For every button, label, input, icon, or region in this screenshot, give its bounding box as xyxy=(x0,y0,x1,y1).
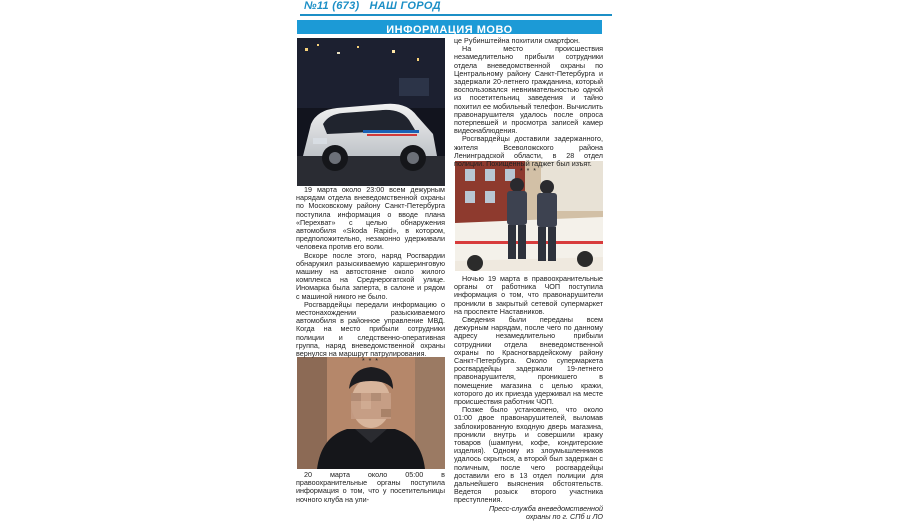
right-column-story3 xyxy=(454,37,603,176)
issue-and-section: №11 (673) НАШ ГОРОД xyxy=(304,0,441,12)
left-column-story1 xyxy=(296,186,445,366)
press-service-signature xyxy=(454,505,603,521)
suspect-photo xyxy=(297,357,445,469)
section-banner-title: ИНФОРМАЦИЯ МОВО xyxy=(386,24,513,36)
story3-paragraph-3: Росгвардейцы доставили задержанного, жителя Всеволожского района Ленинградской области, в 28 отдел полиции. Похищенный гаджет был изъят. xyxy=(454,134,603,169)
signature-line-1: Пресс-служба вневедомственной xyxy=(488,503,603,513)
header-rule xyxy=(300,14,612,16)
left-column-story3 xyxy=(296,471,445,504)
story1-paragraph-1: 19 марта около 23:00 всем дежурным нарядам отдела вневедомственной охраны по Московскому району Санкт-Петербурга поступила информация о вводе плана «Перехват» с целью обнаружения автомобиля «Skoda Rapid», в котором, предположительно, незаконно удерживали человека против его воли. xyxy=(296,185,445,252)
right-column-story2 xyxy=(454,275,603,521)
story3-continuation: це Рубинштейна похитили смартфон. xyxy=(454,36,581,45)
guards-photo xyxy=(455,161,603,271)
signature-line-2: охраны по г. СПб и ЛО xyxy=(525,511,603,521)
section-banner xyxy=(297,20,602,34)
page-header xyxy=(300,0,612,14)
story2-paragraph-1: Ночью 19 марта в правоохранительные органы от работника ЧОП поступила информация о том, что правонарушители проникли в закрытый сетевой супермаркет на проспекте Наставников. xyxy=(454,274,603,316)
story3-paragraph-2: На место происшествия незамедлительно прибыли сотрудники отдела вневедомственной охраны по Центральному району Санкт-Петербурга и задержали 20-летнего гражданина, который воспользовался невнимательностью одной из посетительниц заведения и тайно похитил ее мобильный телефон. Вычислить правонарушителя удалось после опроса потерпевшей и просмотра записей камер видеонаблюдения. xyxy=(454,44,603,136)
story-separator: * * * xyxy=(519,168,538,176)
car-photo xyxy=(297,38,445,186)
story-separator: * * * xyxy=(361,358,380,366)
story1-paragraph-2: Вскоре после этого, наряд Росгвардии обнаружил разыскиваемую каршеринговую машину на автостоянке около жилого комплекса на Среднерогатской улице. Иномарка была заперта, в салоне и рядом с машиной никого не было. xyxy=(296,250,445,301)
story3-paragraph-start: 20 марта около 05:00 в правоохранительные органы поступила информация о том, что у посетительницы ночного клуба на ули- xyxy=(296,470,445,504)
story2-paragraph-3: Позже было установлено, что около 01:00 двое правонарушителей, выломав заблокированную входную дверь магазина, проникли внутрь и совершили кражу товаров (шампуни, кофе, кондитерские изделия). Одному из злоумышленников удалось скрыться, а второй был задержан с поличным, после чего росгвардейцы доставили его в 13 отдел полиции для дальнейшего выяснения обстоятельств. Ведется розыск второго участника преступления. xyxy=(454,405,603,505)
story2-paragraph-2: Сведения были переданы всем дежурным нарядам, после чего по данному адресу незамедлительно прибыли сотрудники отдела вневедомственной охраны по Красногвардейскому району Санкт-Петербурга. Около супермаркета росгвардейцы задержали 19-летнего правонарушителя, проникшего в помещение магазина с целью кражи, которого до их приезда удерживал на месте происшествия работник ЧОП. xyxy=(454,315,603,407)
story1-paragraph-3: Росгвардейцы передали информацию о местонахождении разыскиваемого автомобиля в районное управление МВД. Когда на место прибыли сотрудники полиции и следственно-оперативная группа, наряд вневедомственной охраны вернулся на маршрут патрулирования. xyxy=(296,299,445,359)
